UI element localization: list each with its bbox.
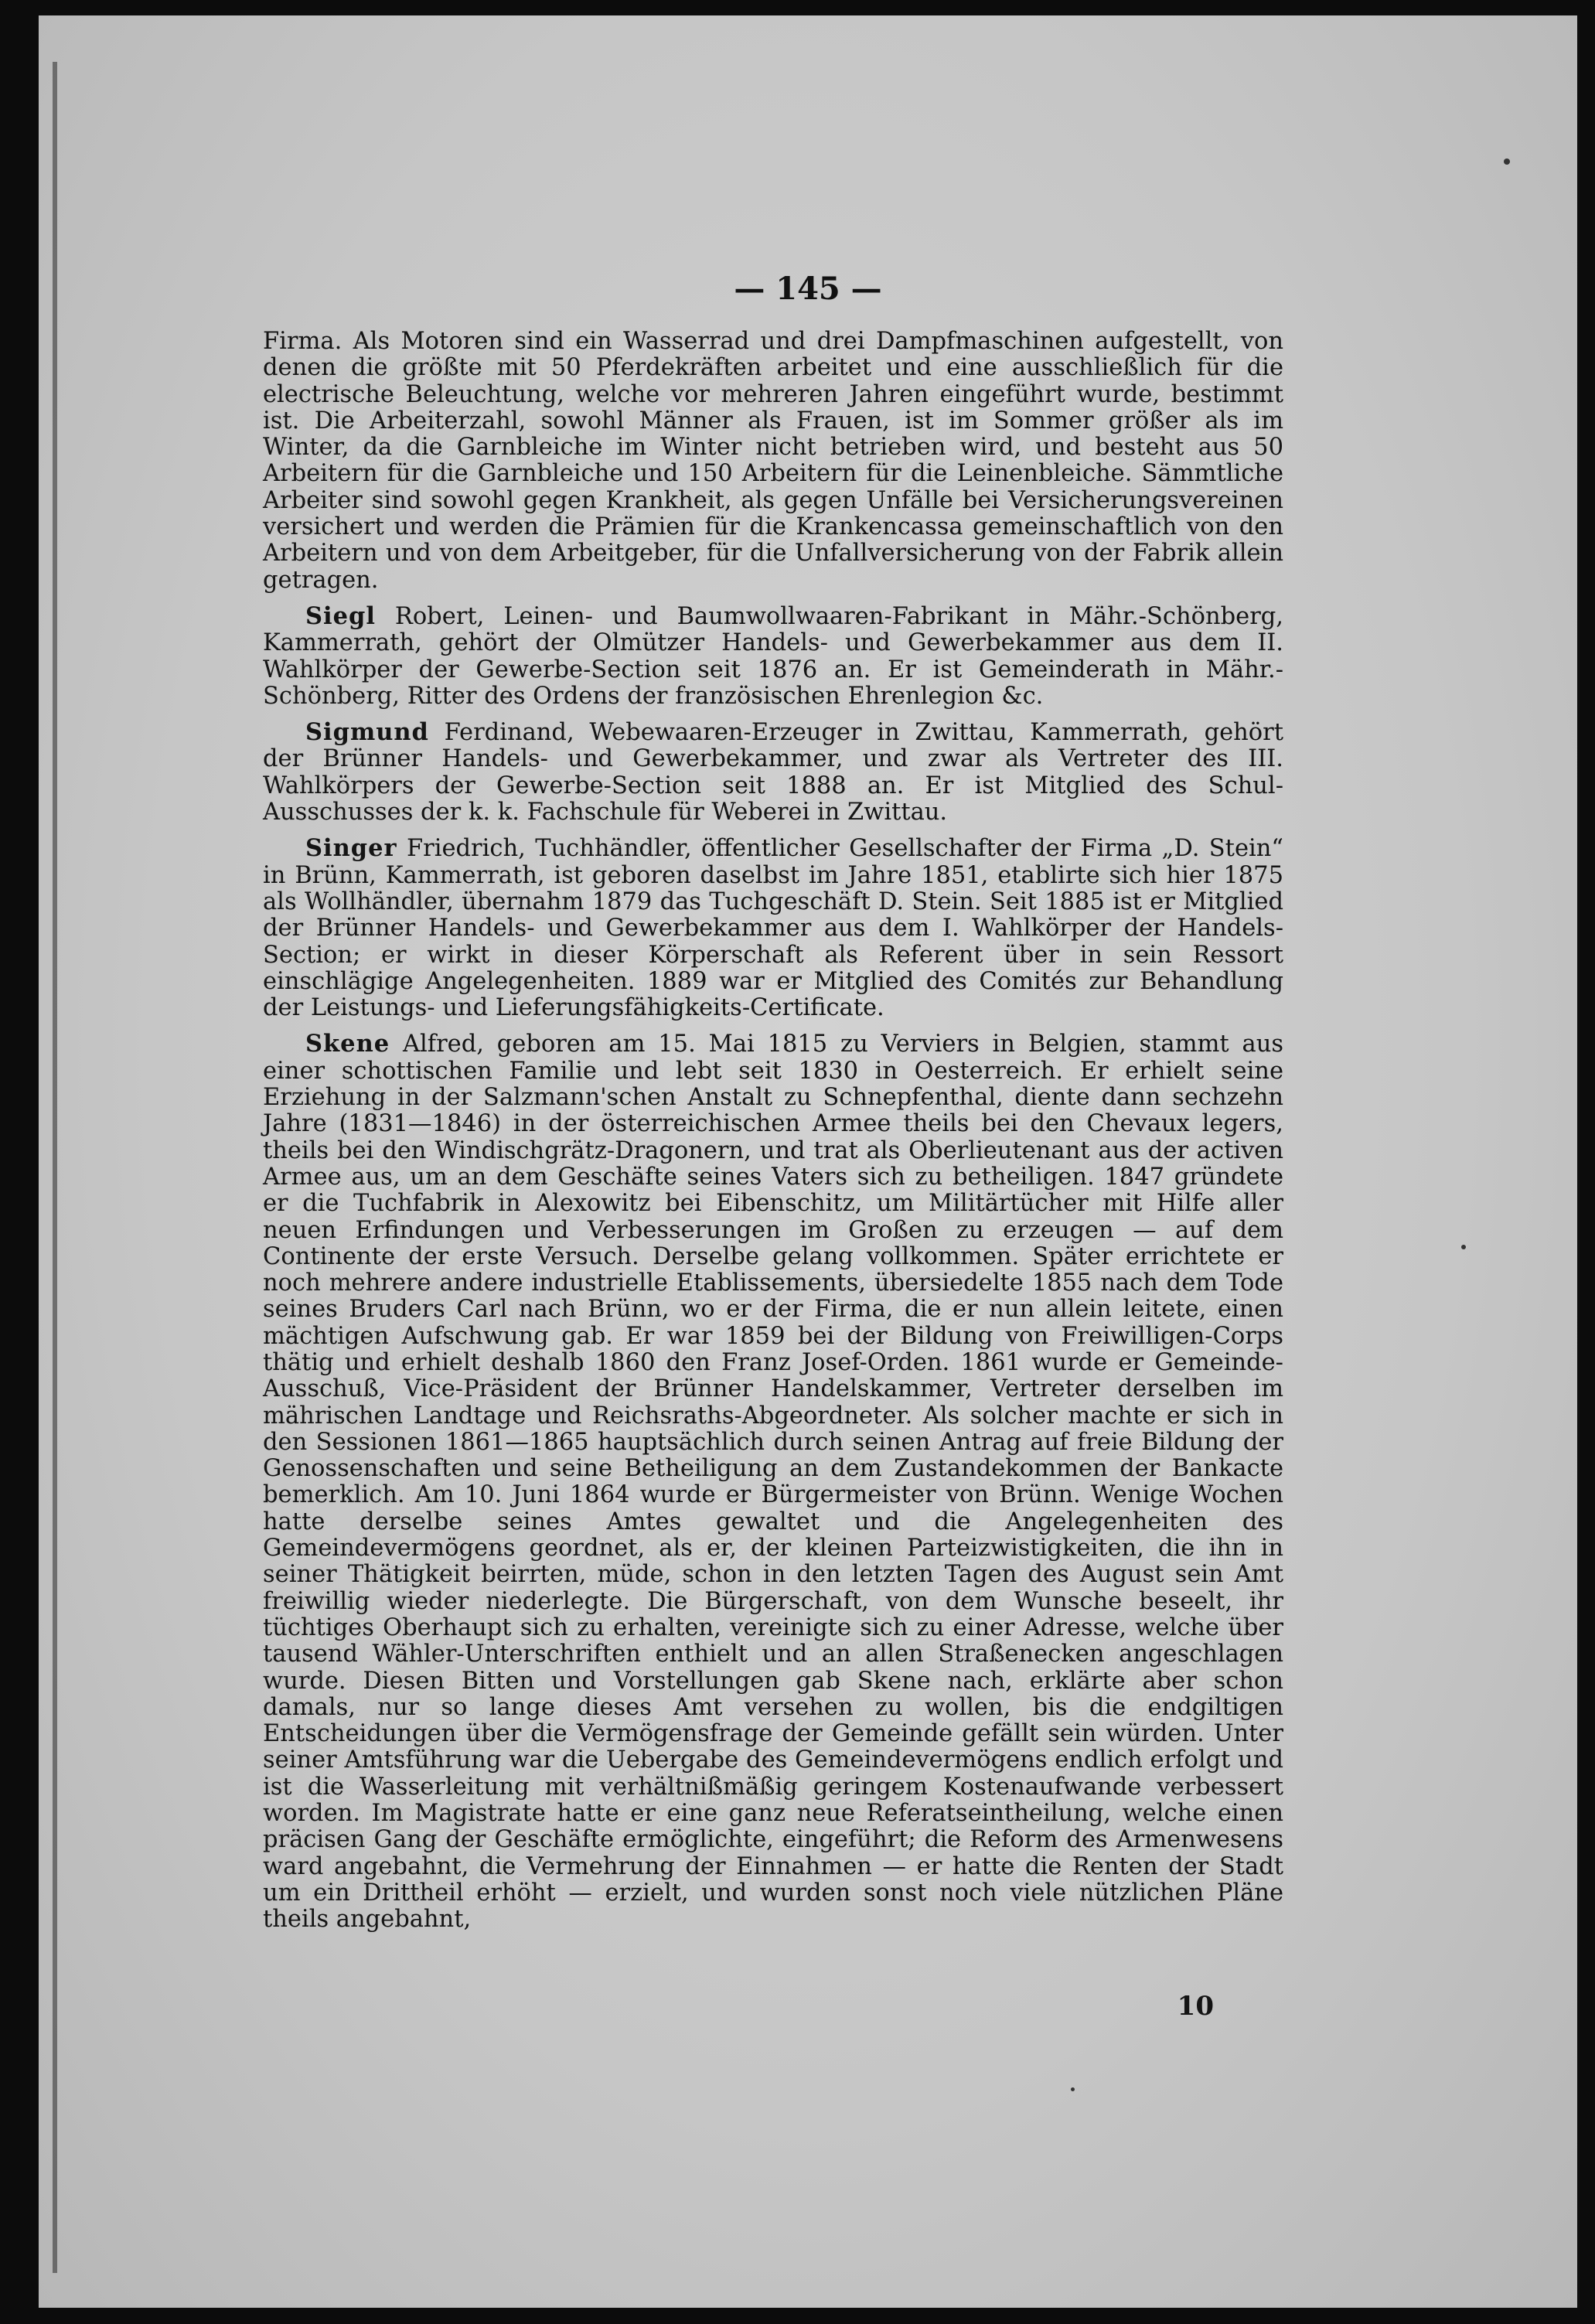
paragraph-firma: Firma. Als Motoren sind ein Wasserrad und drei Dampfmaschinen aufgestellt, von denen die größte mit 50 Pferdekräften arbeitet und eine ausschließlich für die electrische Beleuchtung, welche vor mehreren Jahren eingeführt wurde, bestimmt ist. Die Arbeiterzahl, sowohl Männer als Frauen, ist im Sommer größer als im Winter, da die Garnbleiche im Winter nicht betrieben wird, und besteht aus 50 Arbeitern für die Garnbleiche und 150 Arbeitern für die Leinenbleiche. Sämmtliche Arbeiter sind sowohl gegen Krankheit, als gegen Unfälle bei Versicherungsvereinen versichert und werden die Prämien für die Krankencassa gemeinschaftlich von den Arbeitern und von dem Arbeitgeber, für die Unfallversicherung von der Fabrik allein getragen. bbox=[263, 328, 1283, 594]
entry-text: Robert, Leinen- und Baumwollwaaren-Fabrikant in Mähr.-Schönberg, Kammerrath, gehört der Olmützer Handels- und Gewerbekammer aus dem II. Wahlkörper der Gewerbe-Section seit 1876 an. Er ist Gemeinderath in Mähr.-Schönberg, Ritter des Ordens der französischen Ehrenlegion &c. bbox=[263, 602, 1283, 710]
page-number: — 145 — bbox=[734, 271, 882, 307]
entry-name: Singer bbox=[305, 834, 397, 863]
scan-speck bbox=[1461, 1245, 1466, 1249]
scanned-page bbox=[39, 15, 1577, 2308]
entry-siegl bbox=[263, 603, 1283, 710]
scan-speck bbox=[1071, 2087, 1075, 2091]
entry-text: Ferdinand, Webewaaren-Erzeuger in Zwittau, Kammerrath, gehört der Brünner Handels- und Gewerbekammer, und zwar als Vertreter des III. Wahlkörpers der Gewerbe-Section seit 1888 an. Er ist Mitglied des Schul-Ausschusses der k. k. Fachschule für Weberei in Zwittau. bbox=[263, 719, 1283, 826]
entry-name: Skene bbox=[305, 1030, 390, 1058]
entry-name: Sigmund bbox=[305, 718, 429, 747]
entry-singer bbox=[263, 835, 1283, 1021]
entry-text: Friedrich, Tuchhändler, öffentlicher Gesellschafter der Firma „D. Stein“ in Brünn, Kammerrath, ist geboren daselbst im Jahre 1851, etablirte sich hier 1875 als Wollhändler, übernahm 1879 das Tuchgeschäft D. Stein. Seit 1885 ist er Mitglied der Brünner Handels- und Gewerbekammer aus dem I. Wahlkörper der Handels-Section; er wirkt in dieser Körperschaft als Referent über in sein Ressort einschlägige Angelegenheiten. 1889 war er Mitglied des Comités zur Behandlung der Leistungs- und Lieferungsfähigkeits-Certificate. bbox=[263, 835, 1283, 1022]
entry-skene bbox=[263, 1031, 1283, 1933]
entry-text: Alfred, geboren am 15. Mai 1815 zu Verviers in Belgien, stammt aus einer schottischen Familie und lebt seit 1830 in Oesterreich. Er erhielt seine Erziehung in der Salzmann'schen Anstalt zu Schnepfenthal, diente dann sechzehn Jahre (1831—1846) in der österreichischen Armee theils bei den Chevaux legers, theils bei den Windischgrätz-Dragonern, und trat als Oberlieutenant aus der activen Armee aus, um an dem Geschäfte seines Vaters sich zu betheiligen. 1847 gründete er die Tuchfabrik in Alexowitz bei Eibenschitz, um Militärtücher mit Hilfe aller neuen Erfindungen und Verbesserungen im Großen zu erzeugen — auf dem Continente der erste Versuch. Derselbe gelang vollkommen. Später errichtete er noch mehrere andere industrielle Etablissements, übersiedelte 1855 nach dem Tode seines Bruders Carl nach Brünn, wo er der Firma, die er nun allein leitete, einen mächtigen Aufschwung gab. Er war 1859 bei der Bildung von Freiwilligen-Corps thätig und erhielt deshalb 1860 den Franz Josef-Orden. 1861 wurde er Gemeinde-Ausschuß, Vice-Präsident der Brünner Handelskammer, Vertreter derselben im mährischen Landtage und Reichsraths-Abgeordneter. Als solcher machte er sich in den Sessionen 1861—1865 hauptsächlich durch seinen Antrag auf freie Bildung der Genossenschaften und seine Betheiligung an dem Zustandekommen der Bankacte bemerklich. Am 10. Juni 1864 wurde er Bürgermeister von Brünn. Wenige Wochen hatte derselbe seines Amtes gewaltet und die Angelegenheiten des Gemeindevermögens geordnet, als er, der kleinen Parteizwistigkeiten, die ihn in seiner Thätigkeit beirrten, müde, schon in den letzten Tagen des August sein Amt freiwillig wieder niederlegte. Die Bürgerschaft, von dem Wunsche beseelt, ihr tüchtiges Oberhaupt sich zu erhalten, vereinigte sich zu einer Adresse, welche über tausend Wähler-Unterschriften enthielt und an allen Straßenecken angeschlagen wurde. Diesen Bitten und Vorstellungen gab Skene nach, erklärte aber schon damals, nur so lange dieses Amt versehen zu wollen, bis die endgiltigen Entscheidungen über die Vermögensfrage der Gemeinde gefällt sein würden. Unter seiner Amtsführung war die Uebergabe des Gemeindevermögens endlich erfolgt und ist die Wasserleitung mit verhältnißmäßig geringem Kostenaufwande verbessert worden. Im Magistrate hatte er eine ganz neue Referatseintheilung, welche einen präcisen Gang der Geschäfte ermöglichte, eingeführt; die Reform des Armenwesens ward angebahnt, die Vermehrung der Einnahmen — er hatte die Renten der Stadt um ein Drittheil erhöht — erzielt, und wurden sonst noch viele nützlichen Pläne theils angebahnt, bbox=[263, 1031, 1283, 1934]
signature-mark: 10 bbox=[1177, 1991, 1214, 2022]
entry-sigmund bbox=[263, 719, 1283, 826]
scan-speck bbox=[1504, 158, 1510, 165]
body-text bbox=[263, 329, 1283, 1943]
entry-name: Siegl bbox=[305, 601, 376, 630]
page-edge-shadow bbox=[53, 62, 57, 2273]
